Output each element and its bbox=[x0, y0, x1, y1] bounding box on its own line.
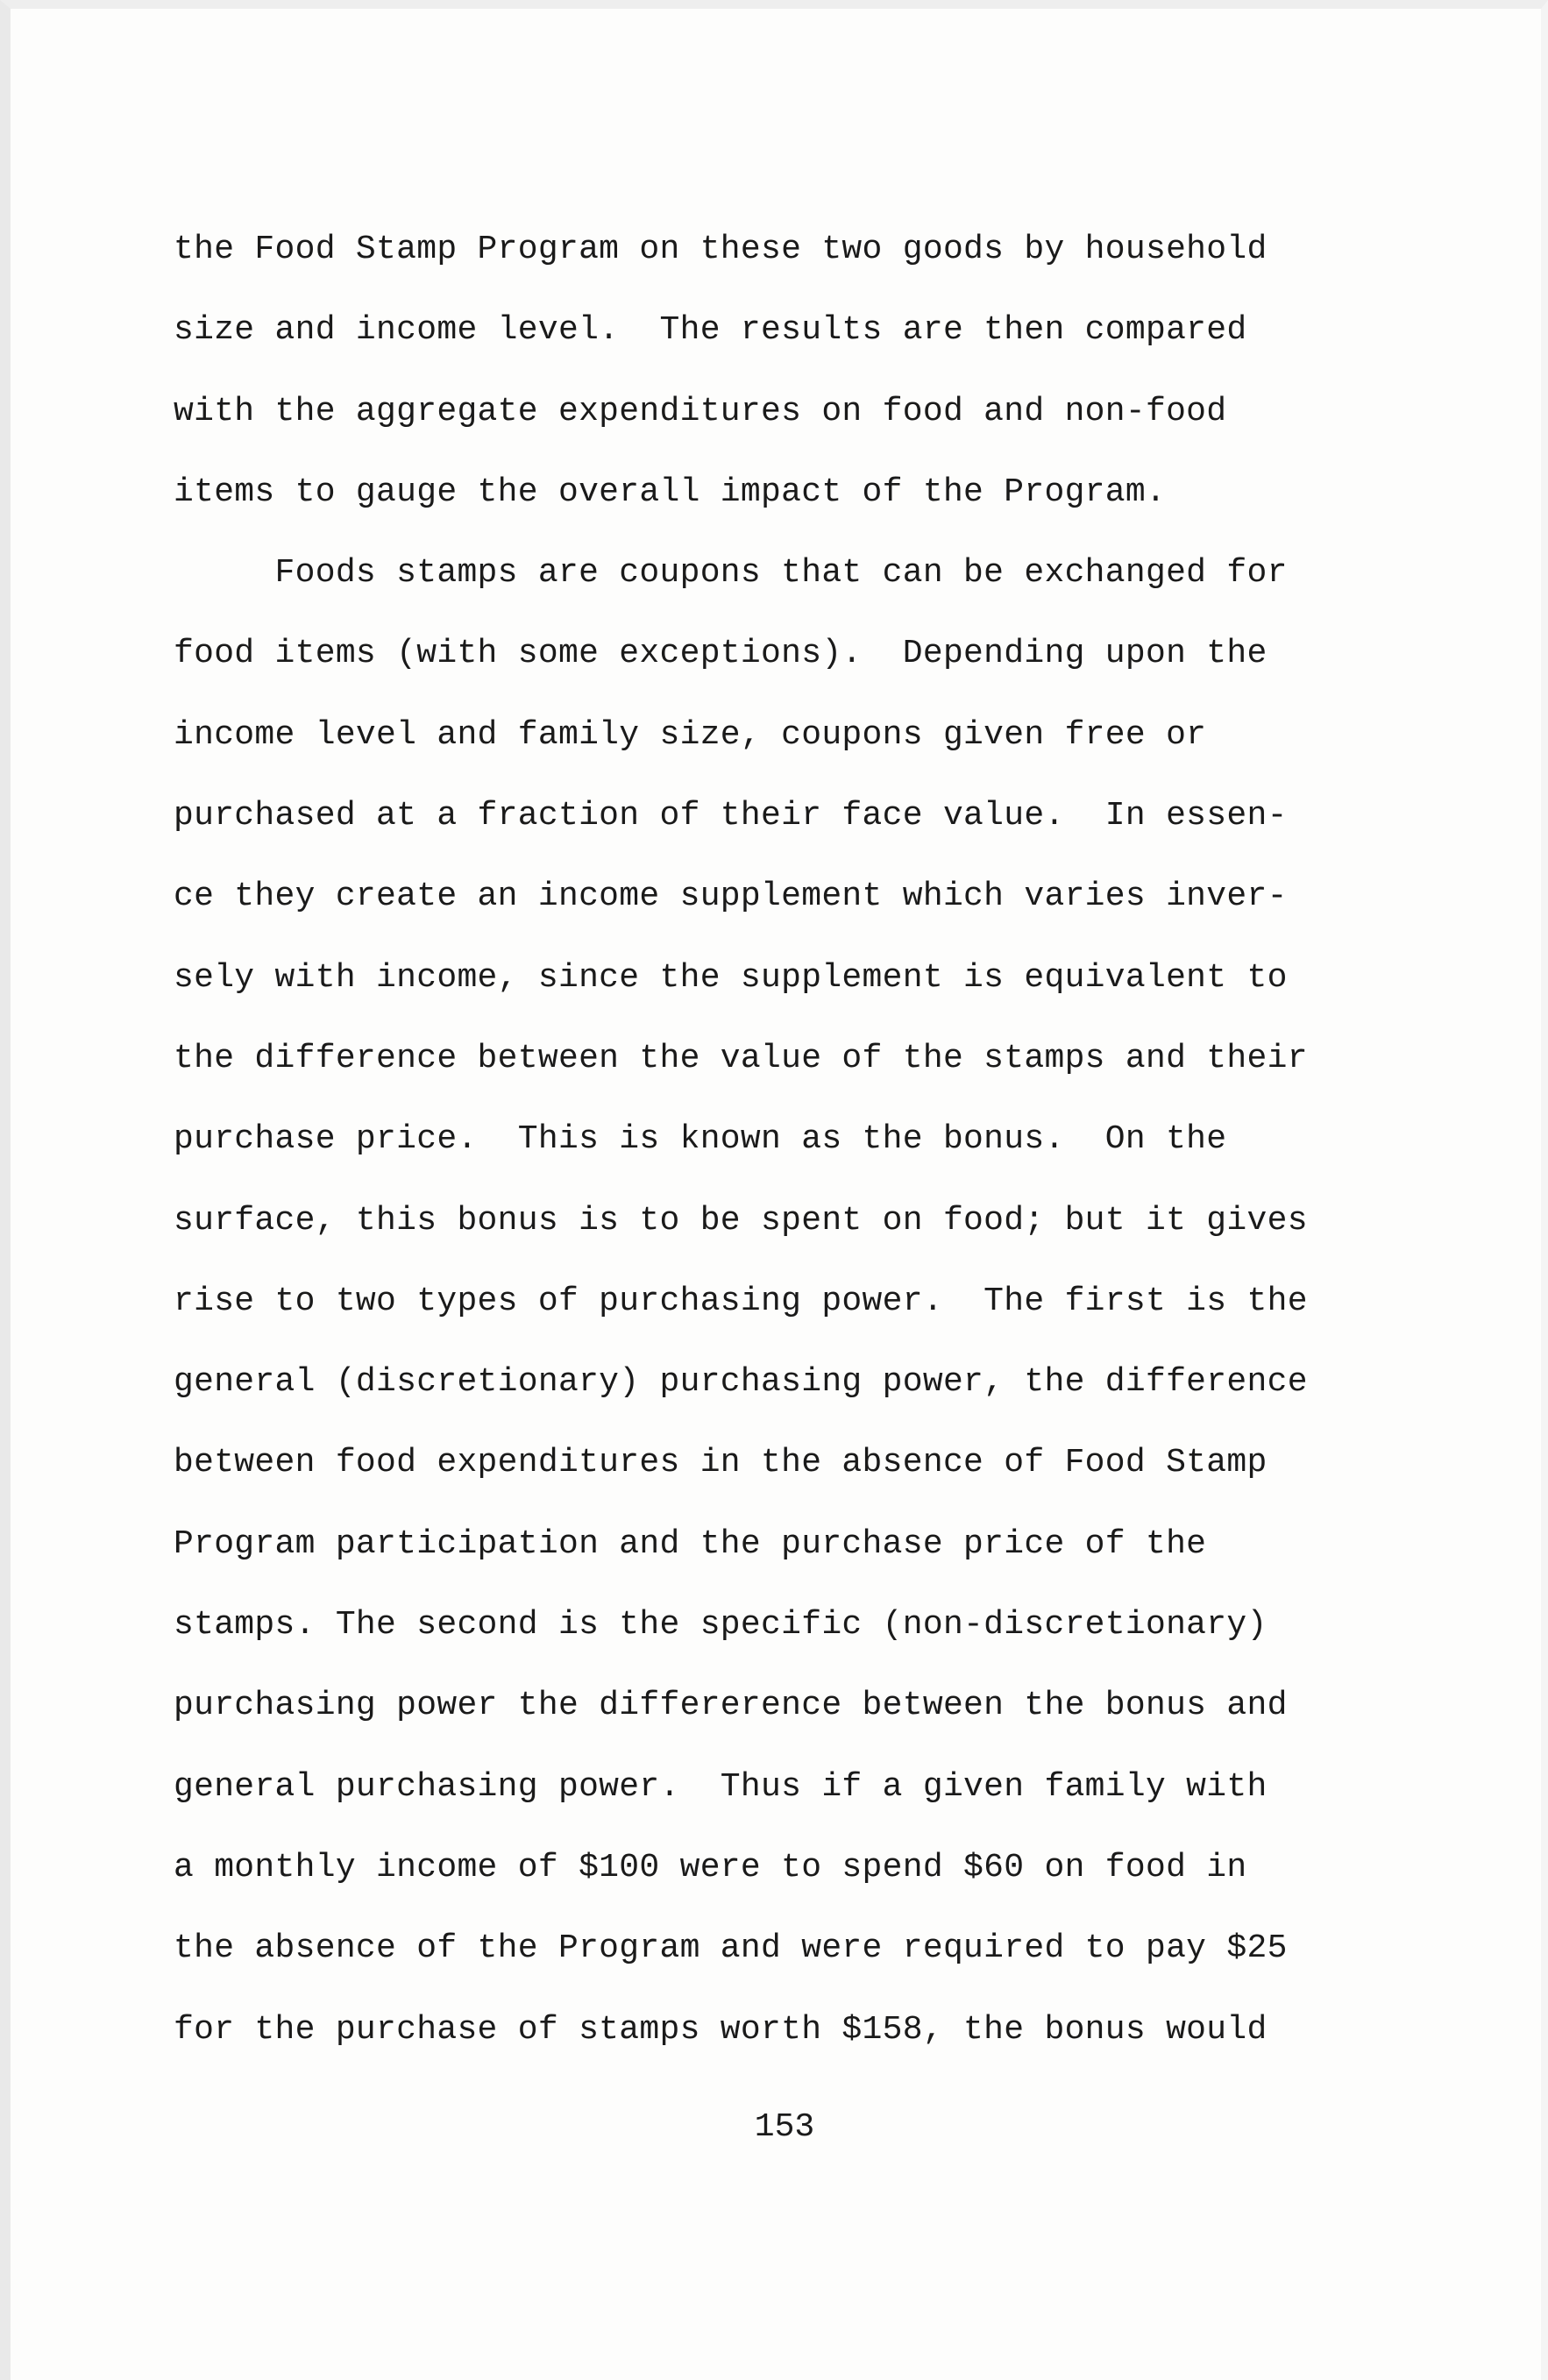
text-line: the absence of the Program and were required to pay $25 bbox=[174, 1929, 1288, 1968]
page-number: 153 bbox=[754, 2108, 815, 2146]
text-line: rise to two types of purchasing power. The first is the bbox=[174, 1282, 1308, 1320]
text-line: sely with income, since the supplement is equivalent to bbox=[174, 958, 1288, 997]
text-line: the difference between the value of the stamps and their bbox=[174, 1039, 1308, 1077]
text-line: purchasing power the differerence between the bonus and bbox=[174, 1687, 1288, 1725]
text-line: purchased at a fraction of their face value. In essen- bbox=[174, 797, 1288, 835]
text-line: purchase price. This is known as the bonus. On the bbox=[174, 1120, 1227, 1159]
text-line: income level and family size, coupons given free or bbox=[174, 715, 1207, 754]
text-line: with the aggregate expenditures on food and non-food bbox=[174, 392, 1227, 430]
text-line: general (discretionary) purchasing power, the difference bbox=[174, 1363, 1308, 1402]
text-line: general purchasing power. Thus if a given family with bbox=[174, 1767, 1268, 1806]
text-line: surface, this bonus is to be spent on food; but it gives bbox=[174, 1201, 1308, 1240]
text-line: food items (with some exceptions). Depending upon the bbox=[174, 635, 1268, 673]
text-line: size and income level. The results are then compared bbox=[174, 311, 1247, 350]
text-line: a monthly income of $100 were to spend $60 on food in bbox=[174, 1848, 1247, 1886]
text-line: Foods stamps are coupons that can be exchanged for bbox=[174, 554, 1288, 593]
text-line: Program participation and the purchase price of the bbox=[174, 1524, 1207, 1563]
text-line: stamps. The second is the specific (non-discretionary) bbox=[174, 1606, 1268, 1645]
text-line: between food expenditures in the absence of Food Stamp bbox=[174, 1444, 1268, 1482]
text-line: items to gauge the overall impact of the Program. bbox=[174, 472, 1167, 511]
text-line: the Food Stamp Program on these two goods by household bbox=[174, 231, 1268, 268]
body-text bbox=[174, 221, 1383, 2082]
text-line: for the purchase of stamps worth $158, the bonus would bbox=[174, 2010, 1268, 2049]
text-line: ce they create an income supplement which varies inver- bbox=[174, 877, 1288, 916]
